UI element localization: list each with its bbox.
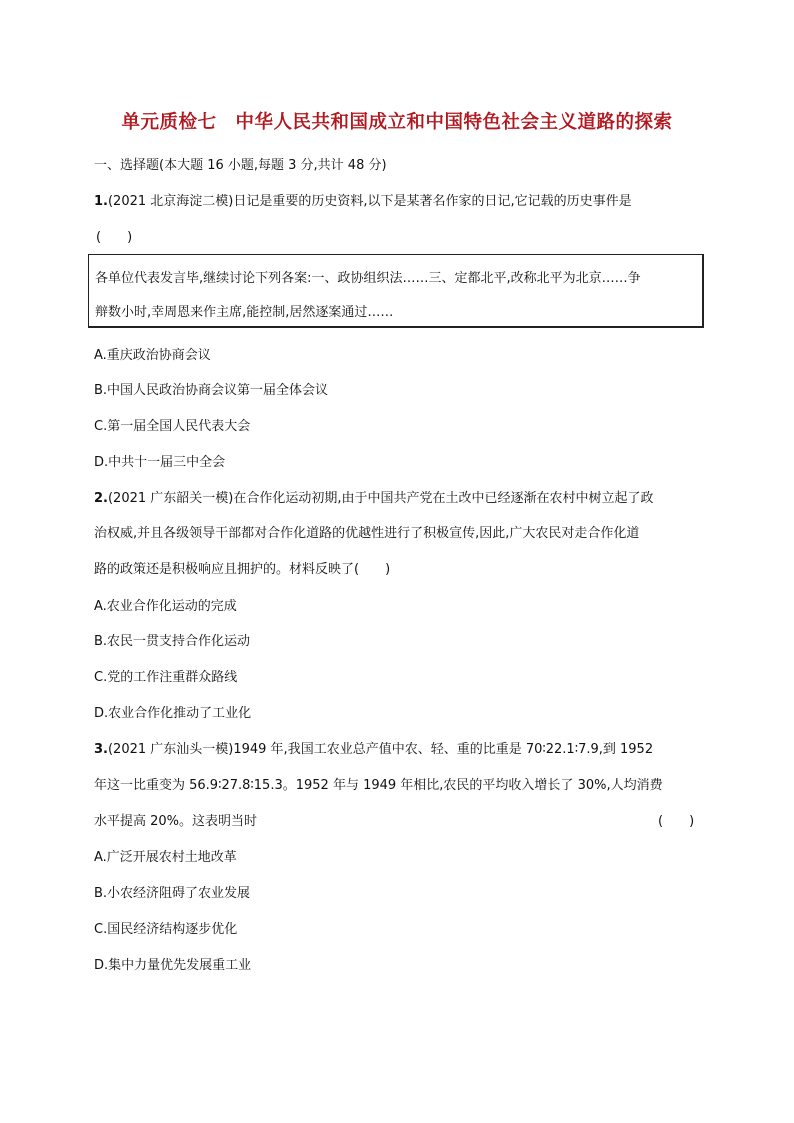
option-d: D.农业合作化推动了工业化 xyxy=(94,706,252,721)
page-title: 单元质检七 中华人民共和国成立和中国特色社会主义道路的探索 xyxy=(121,112,673,133)
option-a: A.农业合作化运动的完成 xyxy=(94,599,237,614)
question-text: 治权威,并且各级领导干部都对合作化道路的优越性进行了积极宣传,因此,广大农民对走合作化道 xyxy=(94,526,640,541)
question-text: 路的政策还是积极响应且拥护的。材料反映了( ) xyxy=(94,562,391,577)
option-c: C.第一届全国人民代表大会 xyxy=(94,419,251,434)
question-number: 1. xyxy=(94,194,108,209)
quote-line: 各单位代表发言毕,继续讨论下列各案:一、政协组织法……三、定都北平,改称北平为北京……争 xyxy=(95,271,641,286)
question-text: 年这一比重变为 56.9∶27.8∶15.3。1952 年与 1949 年相比,农民的平均收入增长了 30%,人均消费 xyxy=(94,778,663,793)
question-2-stem xyxy=(94,487,653,506)
option-a: A.重庆政治协商会议 xyxy=(94,348,211,363)
answer-parentheses: ( ) xyxy=(658,814,695,829)
option-b: B.小农经济阻碍了农业发展 xyxy=(94,886,251,901)
option-d: D.集中力量优先发展重工业 xyxy=(94,958,252,973)
question-3-stem xyxy=(94,738,653,757)
option-c: C.党的工作注重群众路线 xyxy=(94,670,238,685)
question-number: 3. xyxy=(94,742,108,757)
question-number: 2. xyxy=(94,491,108,506)
question-text: 水平提高 20%。这表明当时 xyxy=(94,814,258,829)
answer-parentheses: ( ) xyxy=(96,230,133,245)
quote-box xyxy=(88,254,704,328)
question-text: (2021 广东汕头一模)1949 年,我国工农业总产值中农、轻、重的比重是 70∶22.1∶7.9,到 1952 xyxy=(107,742,654,757)
question-text: (2021 北京海淀二模)日记是重要的历史资料,以下是某著名作家的日记,它记载的历史事件是 xyxy=(107,194,632,209)
option-d: D.中共十一届三中全会 xyxy=(94,455,226,470)
question-text: (2021 广东韶关一模)在合作化运动初期,由于中国共产党在土改中已经逐渐在农村中树立起了政 xyxy=(107,491,654,506)
option-b: B.农民一贯支持合作化运动 xyxy=(94,634,251,649)
option-c: C.国民经济结构逐步优化 xyxy=(94,922,238,937)
section-heading: 一、选择题(本大题 16 小题,每题 3 分,共计 48 分) xyxy=(94,158,387,173)
option-b: B.中国人民政治协商会议第一届全体会议 xyxy=(94,383,329,398)
quote-line: 辩数小时,幸周恩来作主席,能控制,居然逐案通过…… xyxy=(95,305,394,320)
question-1-stem xyxy=(94,190,632,209)
option-a: A.广泛开展农村土地改革 xyxy=(94,850,237,865)
